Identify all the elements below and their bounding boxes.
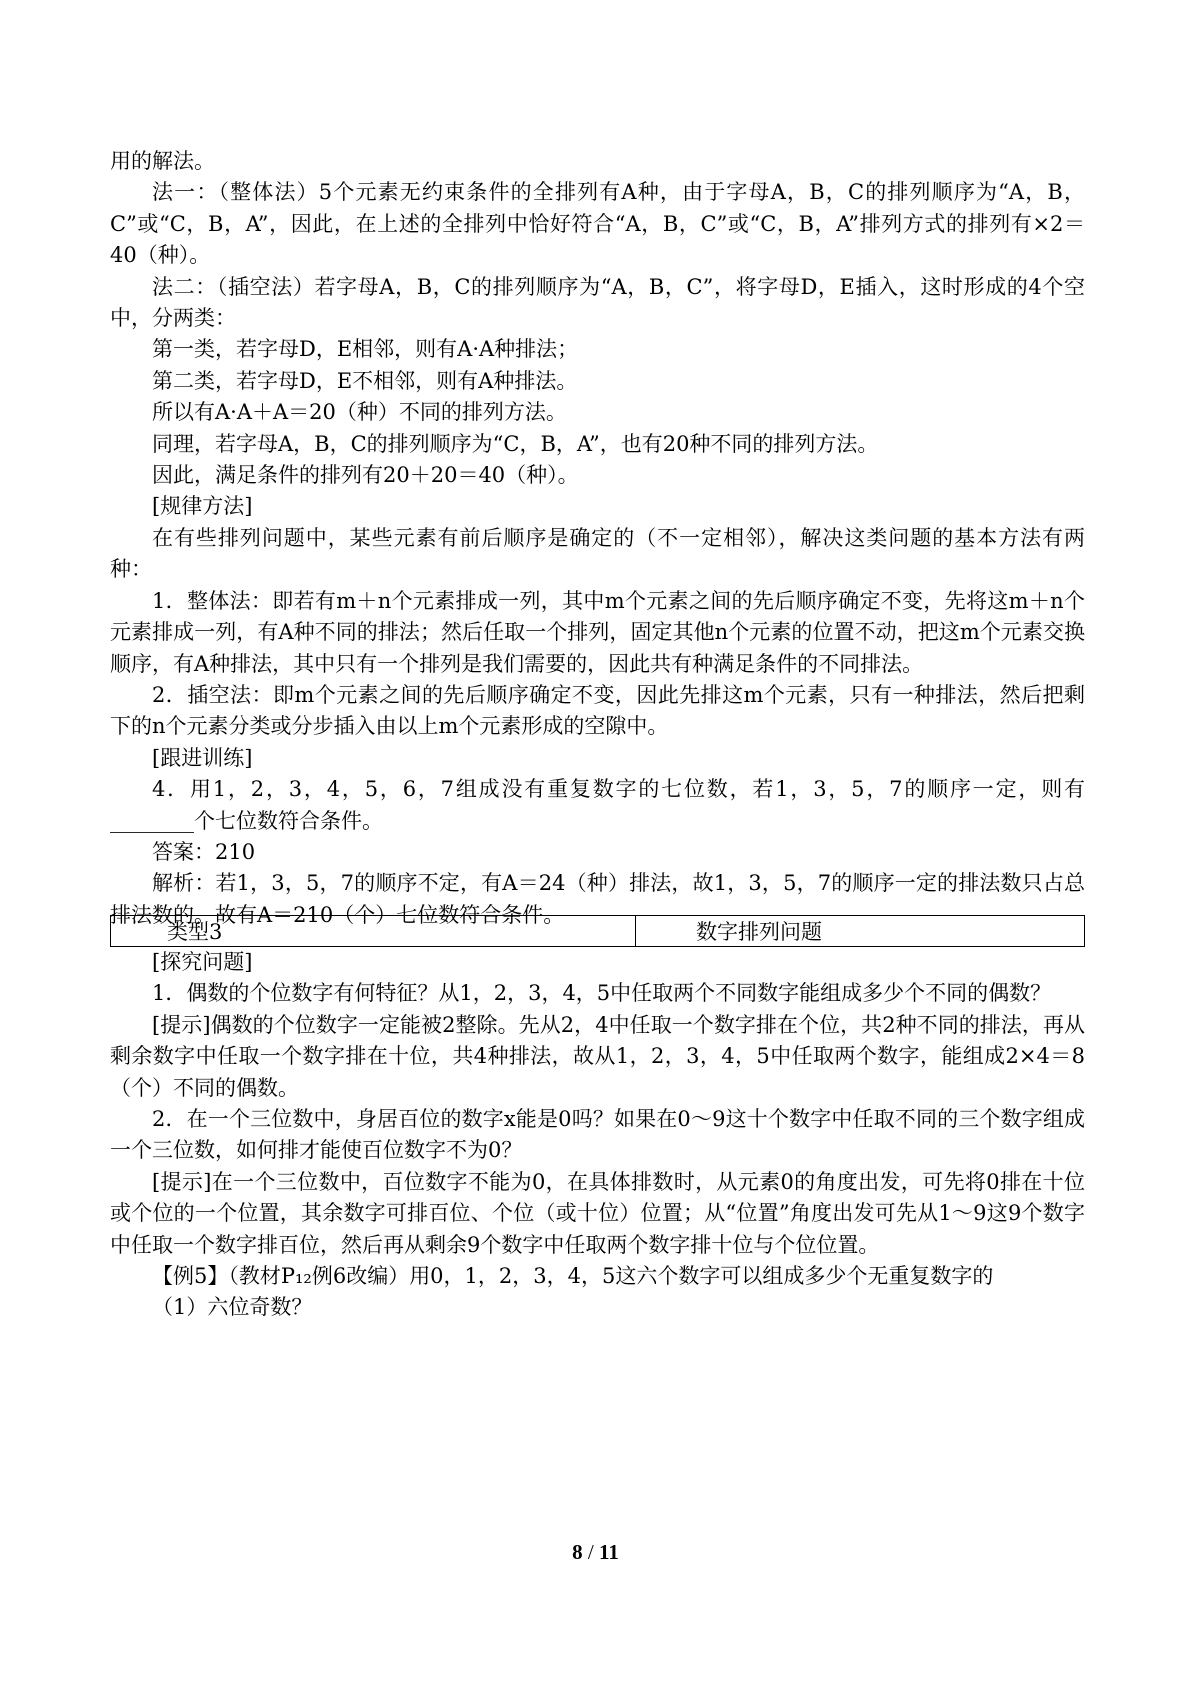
hint: [提示]在一个三位数中，百位数字不能为0，在具体排数时，从元素0的角度出发，可先将0排在十位或个位的一个位置，其余数字可排百位、个位（或十位）位置；从“位置”角度出发可先从1～9这9个数字中任取一个数字排百位，然后再从剩余9个数字中任取两个数字排十位与个位位置。 [110, 1169, 1085, 1257]
paragraph: 所以有A·A＋A＝20（种）不同的排列方法。 [152, 400, 567, 425]
question: 2．在一个三位数中，身居百位的数字x能是0吗？如果在0～9这十个数字中任取不同的三个数字组成一个三位数，如何排才能使百位数字不为0？ [110, 1107, 1085, 1163]
paragraph: 同理，若字母A，B，C的排列顺序为“C，B，A”，也有20种不同的排列方法。 [152, 431, 879, 456]
table-row [111, 916, 1085, 947]
question: 1．偶数的个位数字有何特征？从1，2，3，4，5中任取两个不同数字能组成多少个不同的偶数？ [152, 981, 1052, 1006]
hint: [提示]偶数的个位数字一定能被2整除。先从2，4中任取一个数字排在个位，共2种不同的排法，再从剩余数字中任取一个数字排在十位，共4种排法，故从1，2，3，4，5中任取两个数字，能组成2×4＝8（个）不同的偶数。 [110, 1012, 1085, 1100]
type-title: 数字排列问题 [636, 916, 1085, 947]
page-separator: / [587, 1540, 594, 1564]
exercise-question: 4．用1，2，3，4，5，6，7组成没有重复数字的七位数，若1，3，5，7的顺序一定，则有________个七位数符合条件。 [110, 777, 1085, 833]
type-table [110, 915, 1085, 947]
paragraph: 法一：（整体法）5个元素无约束条件的全排列有A种，由于字母A，B，C的排列顺序为“A，B，C”或“C，B，A”，因此，在上述的全排列中恰好符合“A，B，C”或“C，B，A”排列方式的排列有×2＝40（种）。 [110, 180, 1085, 268]
paragraph: 第一类，若字母D，E相邻，则有A·A种排法； [152, 337, 579, 362]
paragraph: 在有些排列问题中，某些元素有前后顺序是确定的（不一定相邻），解决这类问题的基本方法有两种： [110, 525, 1085, 582]
page-number [0, 1540, 1191, 1565]
paragraph: 1．整体法：即若有m＋n个元素排成一列，其中m个元素之间的先后顺序确定不变，先将这m＋n个元素排成一列，有A种不同的排法；然后任取一个排列，固定其他n个元素的位置不动，把这m个元素交换顺序，有A种排法，其中只有一个排列是我们需要的，因此共有种满足条件的不同排法。 [110, 588, 1085, 676]
paragraph: 因此，满足条件的排列有20＋20＝40（种）。 [152, 463, 579, 488]
text-block-1 [110, 146, 1085, 931]
answer: 答案：210 [152, 839, 256, 864]
example-part: （1）六位奇数？ [152, 1295, 313, 1320]
paragraph: 第二类，若字母D，E不相邻，则有A种排法。 [152, 368, 578, 393]
section-heading: [跟进训练] [152, 745, 253, 770]
section-heading: [探究问题] [152, 950, 253, 974]
text-block-2 [110, 947, 1085, 1324]
current-page: 8 [572, 1540, 583, 1564]
paragraph: 法二：（插空法）若字母A，B，C的排列顺序为“A，B，C”，将字母D，E插入，这时形成的4个空中，分两类： [110, 274, 1085, 331]
paragraph: 2．插空法：即m个元素之间的先后顺序确定不变，因此先排这m个元素，只有一种排法，然后把剩下的n个元素分类或分步插入由以上m个元素形成的空隙中。 [110, 682, 1085, 739]
paragraph: 用的解法。 [110, 149, 215, 173]
analysis: 解析：若1，3，5，7的顺序不定，有A＝24（种）排法，故1，3，5，7的顺序一定的排法数只占总排法数的。故有A＝210（个）七位数符合条件。 [110, 871, 1085, 927]
section-heading: [规律方法] [152, 494, 253, 519]
example-heading: 【例5】（教材P₁₂例6改编）用0，1，2，3，4，5这六个数字可以组成多少个无重复数字的 [152, 1264, 994, 1289]
type-label: 类型3 [111, 916, 636, 947]
total-pages: 11 [599, 1540, 619, 1564]
